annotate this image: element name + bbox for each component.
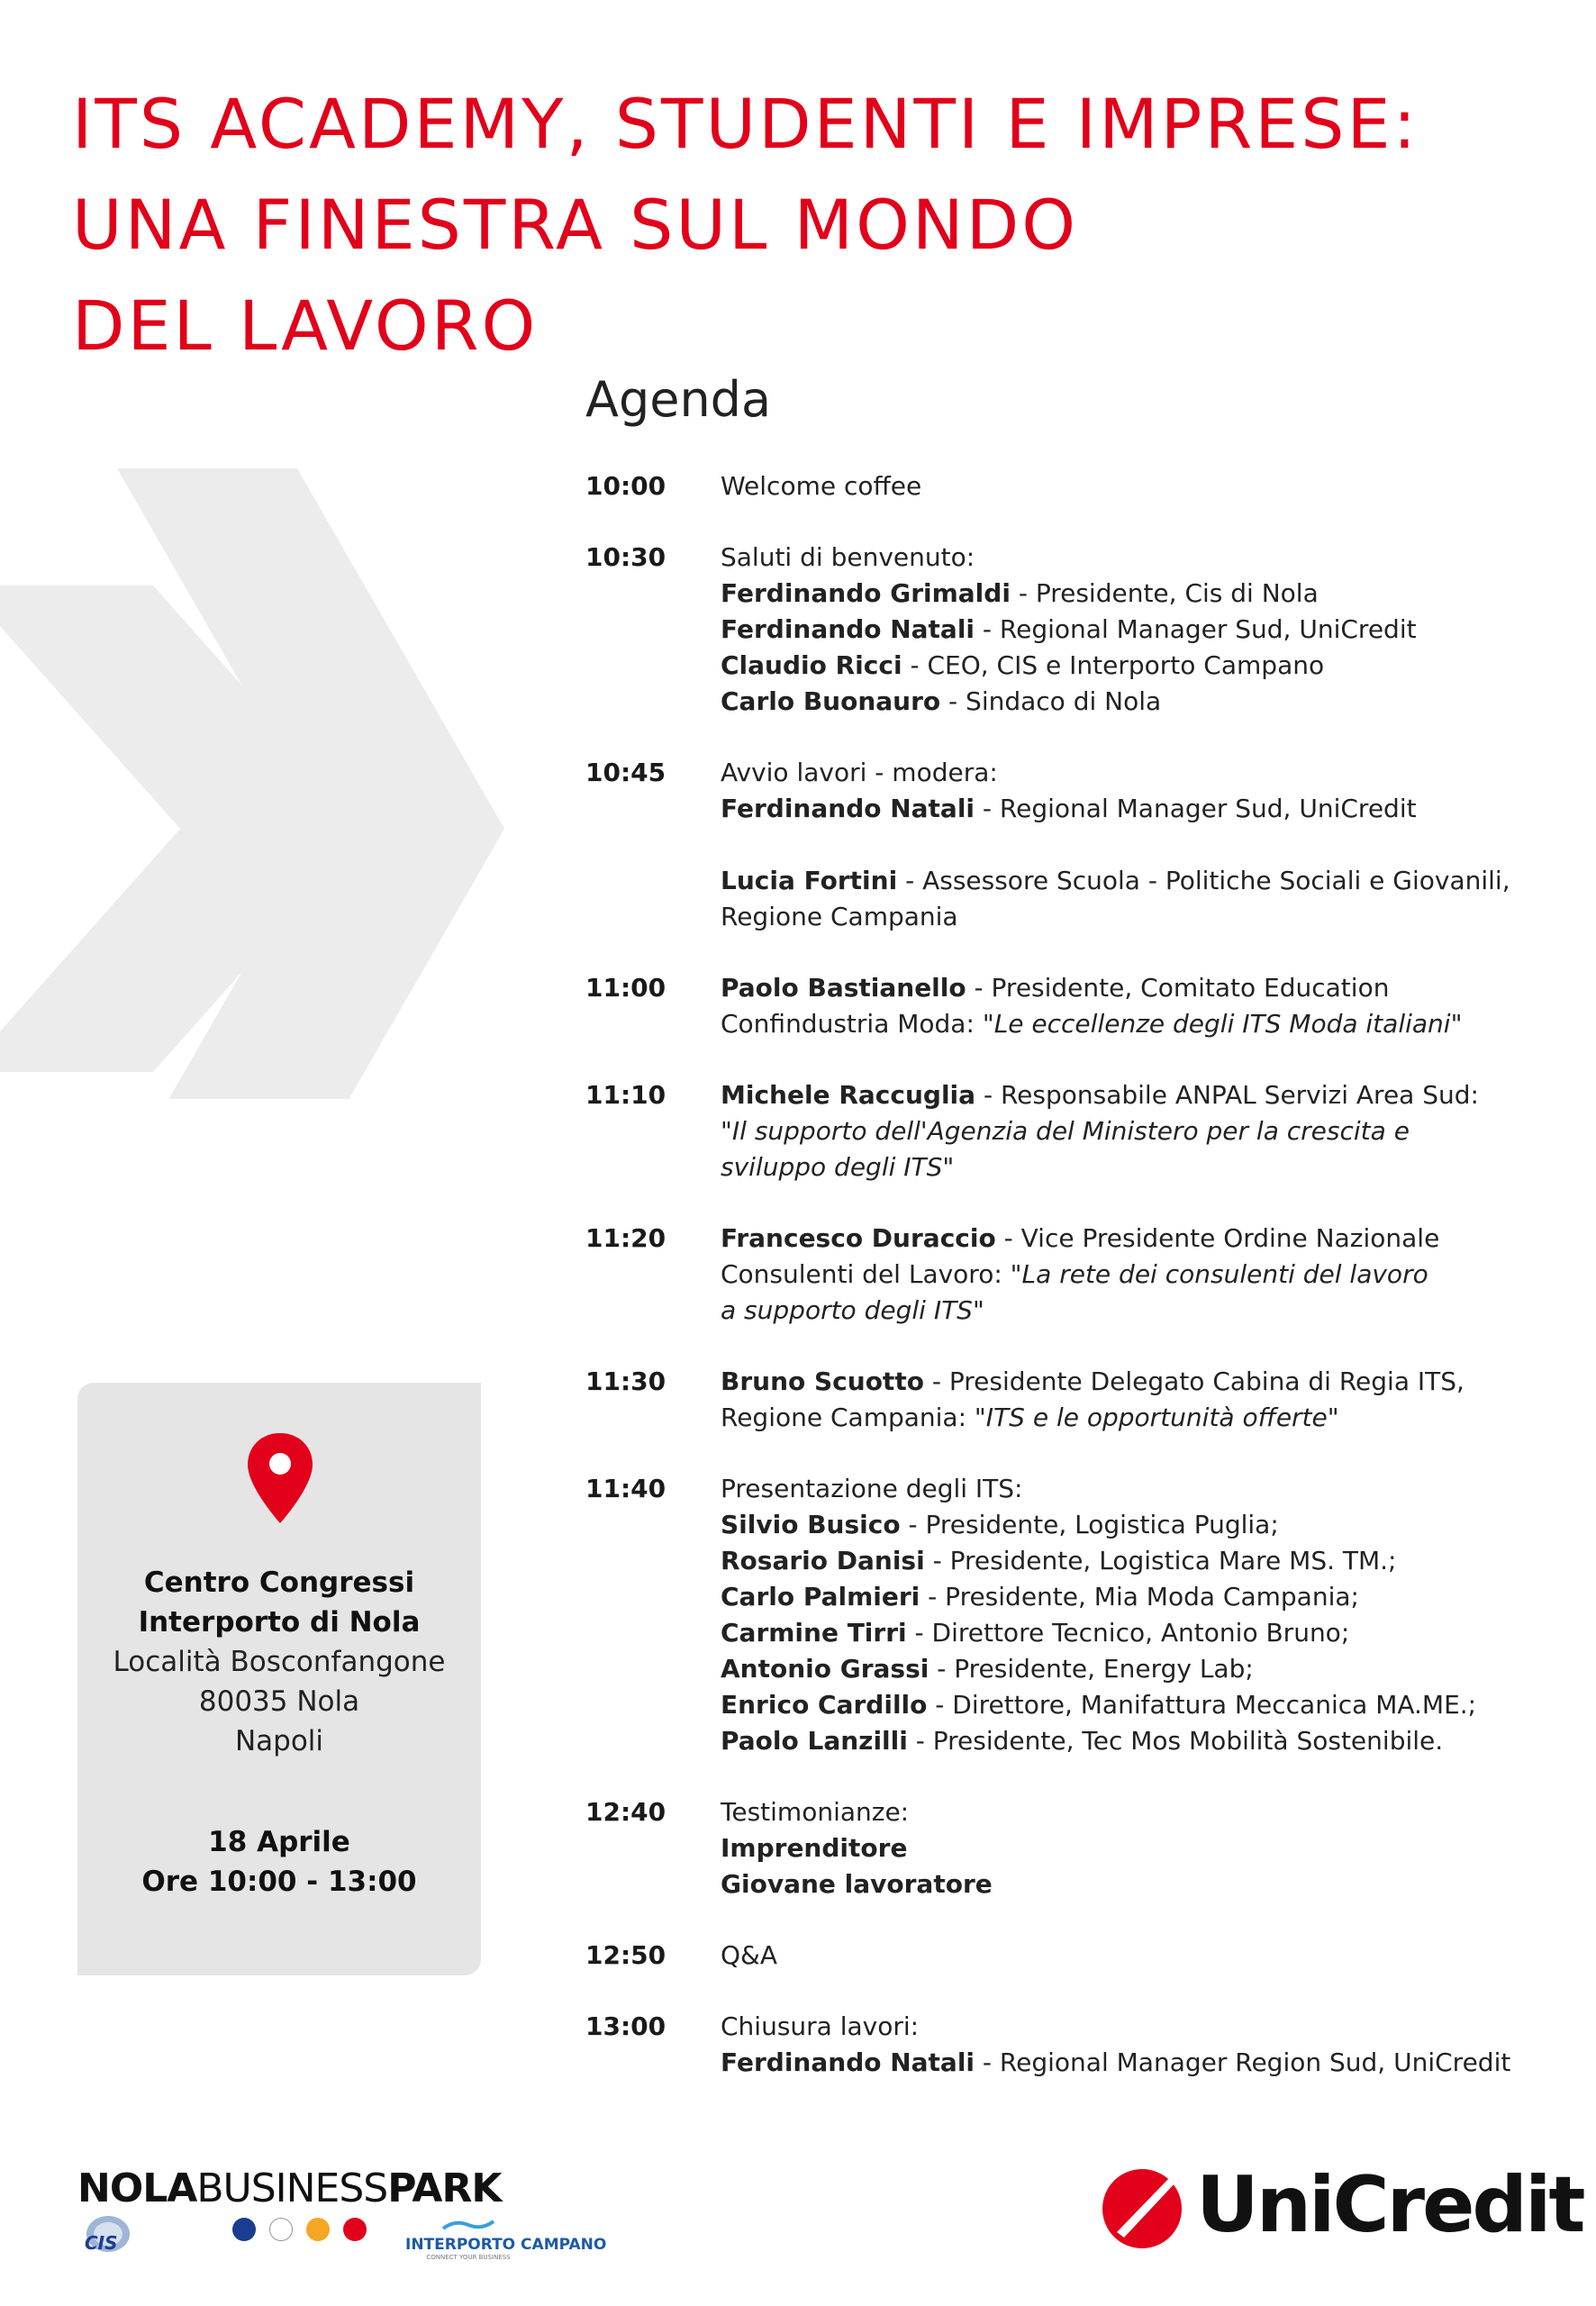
logo-text: NOLA [77,2165,197,2211]
agenda-item [585,1364,1558,1436]
cis-logo-text: CIS [85,2232,118,2254]
agenda-item [585,540,1558,720]
speaker-name: Carlo Palmieri [721,1582,920,1611]
agenda-line [721,468,921,504]
agenda-text: Chiusura lavori: [721,2011,920,2041]
agenda-item [585,1938,1558,1974]
logo-dot [306,2218,330,2241]
speaker-name: Paolo Lanzilli [721,1726,908,1756]
speaker-name: Lucia Fortini [721,866,898,895]
agenda-time: 11:30 [585,1366,667,1396]
agenda-line [721,1221,1439,1257]
agenda-text: Confindustria Moda: [721,1009,983,1039]
agenda-line [721,540,1417,576]
speaker-name: Ferdinando Natali [721,794,975,823]
unicredit-logo-text: UniCredit [1196,2160,1583,2250]
venue-address [77,1563,481,1761]
agenda-line [721,863,1510,899]
agenda-line [721,1651,1476,1687]
agenda-line [721,791,1510,827]
agenda-line [721,612,1417,648]
agenda-text: - Presidente, Comitato Education [966,973,1390,1003]
agenda-text: - Presidente, Logistica Mare MS. TM.; [924,1546,1397,1575]
agenda-line [721,1077,1479,1113]
agenda-text: Regione Campania [721,902,958,931]
agenda-text: Regione Campania: [721,1403,975,1432]
interporto-logo-subtext: CONNECT YOUR BUSINESS [426,2254,511,2261]
title-line: ITS ACADEMY, STUDENTI E IMPRESE: [72,84,1419,164]
agenda-text: - Presidente Delegato Cabina di Regia ITS, [923,1366,1465,1396]
speaker-name: Rosario Danisi [721,1546,925,1575]
speaker-name: Claudio Ricci [721,650,902,680]
agenda-text: - Presidente, Mia Moda Campania; [920,1582,1359,1611]
agenda-text: Saluti di benvenuto: [721,542,975,572]
agenda-text: - CEO, CIS e Interporto Campano [902,650,1325,680]
agenda-line [721,1615,1476,1651]
talk-title: "ITS e le opportunità offerte" [974,1403,1339,1432]
agenda-item [585,970,1558,1042]
speaker-name: Carlo Buonauro [721,686,941,716]
venue-address-line: Napoli [234,1725,324,1757]
agenda-text: Presentazione degli ITS: [721,1474,1023,1503]
talk-title: a supporto degli ITS" [721,1295,984,1325]
agenda-line [721,684,1417,720]
agenda-line [721,1579,1476,1615]
speaker-name: Bruno Scuotto [721,1366,924,1396]
agenda-line [721,576,1417,612]
agenda-line [721,1364,1465,1400]
talk-title: "Le eccellenze degli ITS Moda italiani" [982,1009,1463,1039]
agenda-time: 13:00 [585,2011,667,2041]
agenda-description [721,2009,1510,2081]
agenda-time: 11:20 [585,1223,667,1253]
agenda-description [721,1221,1439,1329]
agenda-description [721,1364,1465,1436]
agenda-line [721,1149,1479,1185]
logo-dots [232,2218,376,2245]
agenda-text: - Regional Manager Sud, UniCredit [975,614,1417,644]
agenda-item [585,1077,1558,1185]
agenda-description [721,970,1462,1042]
agenda-description [721,1077,1479,1185]
agenda-line [721,1006,1462,1042]
agenda-description [721,755,1510,935]
venue-address-line: Località Bosconfangone [113,1646,446,1678]
agenda-text: - Direttore, Manifattura Meccanica MA.ME.; [927,1690,1477,1720]
agenda-description [721,468,921,504]
agenda-time: 10:30 [585,542,667,572]
event-hours: Ore 10:00 - 13:00 [141,1866,417,1898]
speaker-name: Carmine Tirri [721,1618,907,1648]
agenda-text: Testimonianze: [721,1797,910,1827]
agenda-text: - Presidente, Cis di Nola [1010,578,1319,608]
logo-dot [343,2218,367,2241]
agenda-description [721,1471,1476,1759]
agenda-text: - Regional Manager Region Sud, UniCredit [975,2047,1511,2077]
logo-dot [232,2218,256,2241]
agenda-line [721,1543,1476,1579]
agenda-text: Consulenti del Lavoro: [721,1259,1011,1289]
venue-address-line: 80035 Nola [198,1685,360,1718]
event-date: 18 Aprile [208,1826,350,1858]
agenda-time: 10:45 [585,758,667,787]
agenda-description [721,540,1417,720]
agenda-text: - Responsabile ANPAL Servizi Area Sud: [975,1080,1479,1110]
agenda-description [721,1938,777,1974]
agenda-line [721,2045,1510,2081]
speaker-name: Imprenditore [721,1833,908,1863]
agenda-line [721,1938,777,1974]
speaker-name: Ferdinando Natali [721,2047,975,2077]
speaker-name: Francesco Duraccio [721,1223,996,1253]
agenda-line [721,970,1462,1006]
agenda-line [721,1830,993,1866]
agenda-line [721,1113,1479,1149]
agenda-line [721,1471,1476,1507]
agenda-time: 12:40 [585,1797,667,1827]
agenda-line [721,648,1417,684]
agenda-text: - Presidente, Tec Mos Mobilità Sostenibile. [907,1726,1444,1756]
agenda-text: Avvio lavori - modera: [721,758,998,787]
agenda-text: Q&A [721,1940,778,1970]
agenda-text: - Presidente, Energy Lab; [929,1654,1254,1684]
agenda-line [721,1507,1476,1543]
agenda-heading: Agenda [585,371,772,428]
nola-business-park-logo [77,2165,501,2211]
talk-title: sviluppo degli ITS" [721,1152,955,1182]
talk-title: "Il supporto dell'Agenzia del Ministero per la crescita e [721,1116,1410,1146]
interporto-campano-logo [405,2218,607,2261]
venue-box [77,1383,481,1975]
agenda-line [721,1723,1476,1759]
agenda-line [721,1400,1465,1436]
agenda-text: - Regional Manager Sud, UniCredit [975,794,1417,823]
agenda-item [585,1221,1558,1329]
interporto-logo-text: INTERPORTO CAMPANO [405,2236,607,2254]
logo-dot [269,2218,293,2241]
agenda-line [721,899,1510,935]
agenda-line [721,755,1510,791]
agenda-text: - Assessore Scuola - Politiche Sociali e Giovanili, [897,866,1510,895]
speaker-name: Silvio Busico [721,1510,901,1539]
speaker-name: Enrico Cardillo [721,1690,928,1720]
interporto-wave-icon [441,2218,495,2232]
venue-name: Centro Congressi [143,1566,415,1599]
logo-text: BUSINESS [196,2165,388,2211]
chevron-decoration [0,468,522,1099]
speaker-name: Paolo Bastianello [721,973,966,1003]
page-title [72,74,1423,377]
agenda-item [585,1794,1558,1902]
agenda-line [721,2009,1510,2045]
agenda-text: - Presidente, Logistica Puglia; [900,1510,1279,1539]
agenda-item [585,468,1558,504]
agenda-line [721,1866,993,1902]
speaker-name: Antonio Grassi [721,1654,929,1684]
agenda-line [721,1794,993,1830]
agenda-item [585,1471,1558,1759]
agenda-item [585,2009,1558,2081]
title-line: DEL LAVORO [72,286,539,366]
agenda-text: - Direttore Tecnico, Antonio Bruno; [906,1618,1350,1648]
speaker-name: Michele Raccuglia [721,1080,976,1110]
agenda-time: 12:50 [585,1940,667,1970]
agenda-description [721,1794,993,1902]
agenda-line [721,1257,1439,1293]
agenda-time: 11:40 [585,1474,667,1503]
agenda-text: - Sindaco di Nola [940,686,1162,716]
agenda-item [585,755,1558,935]
agenda-time: 11:10 [585,1080,667,1110]
event-datetime [77,1822,481,1902]
agenda-line [721,1687,1476,1723]
agenda-time: 11:00 [585,973,667,1003]
title-line: UNA FINESTRA SUL MONDO [72,185,1079,265]
speaker-name: Ferdinando Natali [721,614,975,644]
agenda-list [585,468,1558,2116]
unicredit-logo-icon [1099,2162,1189,2252]
venue-name: Interporto di Nola [138,1606,421,1639]
agenda-text: - Vice Presidente Ordine Nazionale [995,1223,1440,1253]
agenda-line [721,1293,1439,1329]
logo-text: PARK [387,2165,502,2211]
speaker-name: Ferdinando Grimaldi [721,578,1011,608]
speaker-name: Giovane lavoratore [721,1869,993,1899]
agenda-spacer [721,827,1510,863]
agenda-text: Welcome coffee [721,471,922,501]
talk-title: "La rete dei consulenti del lavoro [1010,1259,1428,1289]
location-pin-icon [246,1431,314,1525]
agenda-time: 10:00 [585,471,667,501]
